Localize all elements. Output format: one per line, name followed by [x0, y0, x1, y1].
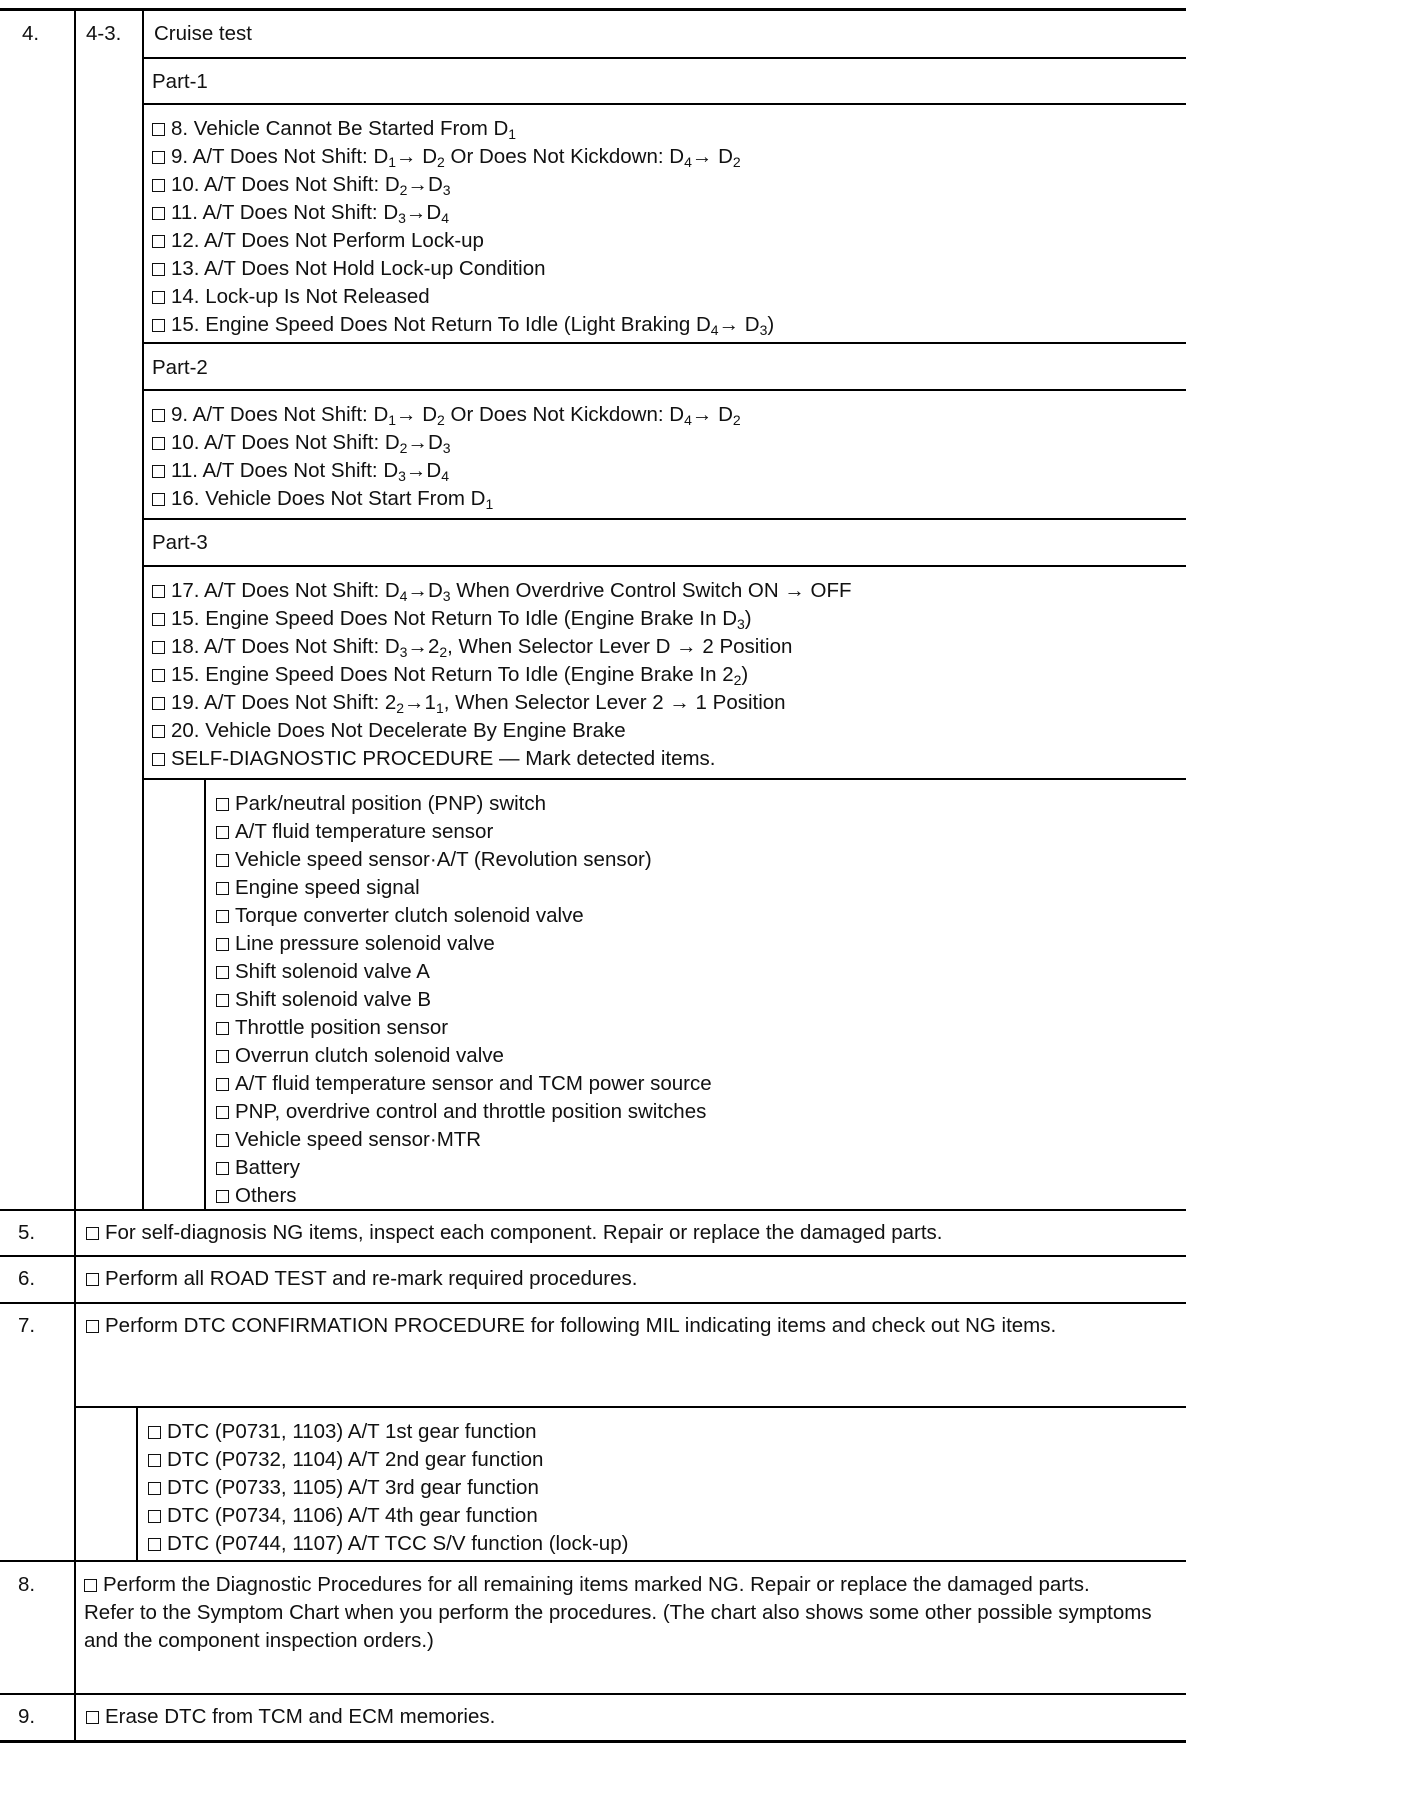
checklist-item: [152, 401, 741, 429]
step-number: 6.: [18, 1267, 36, 1290]
checklist-item: [216, 1126, 712, 1154]
checkbox[interactable]: [86, 1227, 99, 1240]
checkbox[interactable]: [216, 854, 229, 867]
part3-list: [152, 577, 852, 773]
checklist-item-label: 15. Engine Speed Does Not Return To Idle (Engine Brake In $D_3$): [171, 607, 752, 632]
checkbox[interactable]: [216, 1050, 229, 1063]
checklist-item-label: 15. Engine Speed Does Not Return To Idle (Engine Brake In $2_2$): [171, 663, 749, 688]
checklist-item-label: 11. A/T Does Not Shift: $D_3\to D_4$: [171, 201, 450, 226]
checkbox[interactable]: [216, 910, 229, 923]
checklist-item-label: 13. A/T Does Not Hold Lock-up Condition: [171, 257, 546, 280]
checklist-item: [152, 311, 774, 339]
checkbox[interactable]: [152, 151, 165, 164]
checkbox[interactable]: [152, 753, 165, 766]
part-label: Part-2: [152, 356, 208, 379]
checkbox[interactable]: [152, 263, 165, 276]
step-number: 4.: [22, 22, 40, 45]
checklist-item-label: Shift solenoid valve B: [235, 988, 432, 1011]
rule: [144, 342, 1186, 344]
checklist-item-label: SELF-DIAGNOSTIC PROCEDURE — Mark detected items.: [171, 747, 716, 770]
checklist-item-label: Vehicle speed sensor·MTR: [235, 1128, 482, 1151]
checkbox[interactable]: [216, 826, 229, 839]
checkbox[interactable]: [148, 1426, 161, 1439]
checkbox[interactable]: [152, 669, 165, 682]
checkbox[interactable]: [86, 1320, 99, 1333]
part1-list: [152, 115, 774, 339]
step7-text: Perform DTC CONFIRMATION PROCEDURE for following MIL indicating items and check out NG items.: [86, 1312, 1056, 1340]
checklist-item-label: DTC (P0744, 1107) A/T TCC S/V function (lock-up): [167, 1532, 629, 1555]
checklist-item-label: Battery: [235, 1156, 300, 1179]
checkbox[interactable]: [152, 179, 165, 192]
checklist-item-label: 15. Engine Speed Does Not Return To Idle (Light Braking $D_4\to D_3$): [171, 313, 775, 338]
checkbox[interactable]: [216, 1134, 229, 1147]
checklist-item-label: 18. A/T Does Not Shift: $D_3\to 2_2$, When Selector Lever D → 2 Position: [171, 635, 793, 660]
checklist-item: [216, 874, 712, 902]
checkbox[interactable]: [148, 1538, 161, 1551]
checklist-item-label: 17. A/T Does Not Shift: $D_4\to D_3$ When Overdrive Control Switch ON → OFF: [171, 579, 852, 604]
rule-bottom: [0, 1740, 1186, 1743]
checklist-item: [152, 255, 774, 283]
checkbox[interactable]: [216, 1022, 229, 1035]
step8-note: Refer to the Symptom Chart when you perform the procedures. (The chart also shows some other possible symptoms and the component inspection orders.): [84, 1601, 1152, 1652]
checklist-item: [216, 902, 712, 930]
col-rule: [136, 1406, 138, 1560]
checklist-item: [216, 958, 712, 986]
checklist-item: [152, 115, 774, 143]
checkbox[interactable]: [86, 1711, 99, 1724]
checkbox[interactable]: [216, 1078, 229, 1091]
checkbox[interactable]: [148, 1510, 161, 1523]
checklist-item: [216, 1154, 712, 1182]
checklist-item: [216, 1042, 712, 1070]
part-label: Part-3: [152, 531, 208, 554]
checkbox[interactable]: [84, 1579, 97, 1592]
rule: [0, 1560, 1186, 1562]
dtc-list: [148, 1418, 628, 1558]
substep-number: 4-3.: [86, 22, 122, 45]
checklist-item-label: Vehicle speed sensor·A/T (Revolution sensor): [235, 848, 652, 871]
checkbox[interactable]: [152, 409, 165, 422]
checklist-item-label: DTC (P0731, 1103) A/T 1st gear function: [167, 1420, 537, 1443]
checkbox[interactable]: [152, 613, 165, 626]
checklist-item-label: Park/neutral position (PNP) switch: [235, 792, 547, 815]
checkbox[interactable]: [152, 235, 165, 248]
checkbox[interactable]: [152, 465, 165, 478]
step-number: 5.: [18, 1221, 36, 1244]
checklist-item-label: 9. A/T Does Not Shift: $D_1\to D_2$ Or Does Not Kickdown: $D_4\to D_2$: [171, 145, 741, 170]
checklist-item-label: Overrun clutch solenoid valve: [235, 1044, 504, 1067]
checklist-item-label: Throttle position sensor: [235, 1016, 449, 1039]
checkbox[interactable]: [216, 994, 229, 1007]
rule: [75, 1406, 1186, 1408]
section-title: Cruise test: [154, 22, 252, 45]
checklist-item: [152, 689, 852, 717]
checkbox[interactable]: [216, 882, 229, 895]
checkbox[interactable]: [216, 1190, 229, 1203]
checklist-item-label: Shift solenoid valve A: [235, 960, 430, 983]
checklist-item-label: 10. A/T Does Not Shift: $D_2\to D_3$: [171, 173, 451, 198]
checklist-item: [152, 745, 852, 773]
checklist-item-label: 16. Vehicle Does Not Start From $D_1$: [171, 487, 494, 512]
checkbox[interactable]: [216, 966, 229, 979]
checklist-item: [148, 1474, 628, 1502]
part-label: Part-1: [152, 70, 208, 93]
checklist-item: [152, 429, 741, 457]
checklist-item: [152, 661, 852, 689]
checklist-item: [216, 846, 712, 874]
col-rule: [74, 8, 76, 1742]
checkbox[interactable]: [152, 493, 165, 506]
checklist-item: [148, 1446, 628, 1474]
checklist-item-label: 12. A/T Does Not Perform Lock-up: [171, 229, 484, 252]
part2-list: [152, 401, 741, 513]
checklist-item: [152, 227, 774, 255]
checklist-item: [216, 1182, 712, 1210]
checklist-item: [152, 171, 774, 199]
checklist-item: [216, 930, 712, 958]
checkbox[interactable]: [216, 1162, 229, 1175]
rule: [144, 57, 1186, 59]
checkbox[interactable]: [216, 1106, 229, 1119]
checkbox[interactable]: [216, 798, 229, 811]
checklist-item: [148, 1502, 628, 1530]
checklist-item-label: DTC (P0734, 1106) A/T 4th gear function: [167, 1504, 538, 1527]
checklist-item-label: Engine speed signal: [235, 876, 420, 899]
checklist-item-label: DTC (P0732, 1104) A/T 2nd gear function: [167, 1448, 544, 1471]
checklist-item: [216, 1070, 712, 1098]
checklist-item: [152, 633, 852, 661]
checklist-item-label: A/T fluid temperature sensor and TCM power source: [235, 1072, 712, 1095]
checklist-item-label: 9. A/T Does Not Shift: $D_1\to D_2$ Or Does Not Kickdown: $D_4\to D_2$: [171, 403, 741, 428]
self-diagnostic-list: [216, 790, 712, 1210]
rule: [0, 1302, 1186, 1304]
checkbox[interactable]: [152, 123, 165, 136]
checkbox[interactable]: [152, 641, 165, 654]
checklist-item: [148, 1418, 628, 1446]
checklist-item-label: DTC (P0733, 1105) A/T 3rd gear function: [167, 1476, 539, 1499]
step-number: 8.: [18, 1573, 36, 1596]
checklist-item-label: Line pressure solenoid valve: [235, 932, 495, 955]
checkbox[interactable]: [152, 697, 165, 710]
checklist-item: [152, 199, 774, 227]
checklist-item: [148, 1530, 628, 1558]
checkbox[interactable]: [152, 585, 165, 598]
checklist-item: [216, 1014, 712, 1042]
checklist-item-label: 19. A/T Does Not Shift: $2_2\to 1_1$, When Selector Lever 2 → 1 Position: [171, 691, 786, 716]
col-rule: [142, 8, 144, 1209]
step5-text: For self-diagnosis NG items, inspect each component. Repair or replace the damaged parts.: [86, 1219, 943, 1247]
checklist-item-label: PNP, overdrive control and throttle position switches: [235, 1100, 707, 1123]
rule: [144, 518, 1186, 520]
rule-top: [0, 8, 1186, 11]
checklist-item: [152, 605, 852, 633]
checklist-item-label: 11. A/T Does Not Shift: $D_3\to D_4$: [171, 459, 450, 484]
checkbox[interactable]: [216, 938, 229, 951]
step8-text: Perform the Diagnostic Procedures for all remaining items marked NG. Repair or replace the damaged parts. Refer to the Symptom Chart when you perform the procedures. (The chart also shows some other possible symptoms and the component inspection orders.): [84, 1573, 1152, 1652]
checklist-item-label: 20. Vehicle Does Not Decelerate By Engine Brake: [171, 719, 626, 742]
checklist-item: [152, 457, 741, 485]
checklist-item-label: 14. Lock-up Is Not Released: [171, 285, 430, 308]
checkbox[interactable]: [152, 207, 165, 220]
checkbox[interactable]: [152, 437, 165, 450]
rule: [144, 565, 1186, 567]
checklist-item-label: 8. Vehicle Cannot Be Started From $D_1$: [171, 117, 517, 142]
rule: [144, 389, 1186, 391]
checklist-item: [152, 283, 774, 311]
checkbox[interactable]: [152, 725, 165, 738]
checkbox[interactable]: [86, 1273, 99, 1286]
checkbox[interactable]: [148, 1454, 161, 1467]
checklist-item: [152, 717, 852, 745]
checklist-item-label: Torque converter clutch solenoid valve: [235, 904, 584, 927]
checklist-item: [152, 143, 774, 171]
step6-text: Perform all ROAD TEST and re-mark required procedures.: [86, 1265, 637, 1293]
rule: [0, 1255, 1186, 1257]
checklist-item: [216, 790, 712, 818]
checkbox[interactable]: [152, 319, 165, 332]
rule: [0, 1693, 1186, 1695]
checklist-item: [216, 986, 712, 1014]
step-number: 9.: [18, 1705, 36, 1728]
checkbox[interactable]: [152, 291, 165, 304]
checkbox[interactable]: [148, 1482, 161, 1495]
step-number: 7.: [18, 1314, 36, 1337]
checklist-item: [152, 577, 852, 605]
checklist-item: [216, 818, 712, 846]
rule: [144, 778, 1186, 780]
checklist-item-label: A/T fluid temperature sensor: [235, 820, 494, 843]
step9-text: Erase DTC from TCM and ECM memories.: [86, 1703, 495, 1731]
checklist-item: [152, 485, 741, 513]
checklist-item-label: Others: [235, 1184, 297, 1207]
checklist-item-label: 10. A/T Does Not Shift: $D_2\to D_3$: [171, 431, 451, 456]
checklist-item: [216, 1098, 712, 1126]
rule: [144, 103, 1186, 105]
col-rule: [204, 778, 206, 1209]
